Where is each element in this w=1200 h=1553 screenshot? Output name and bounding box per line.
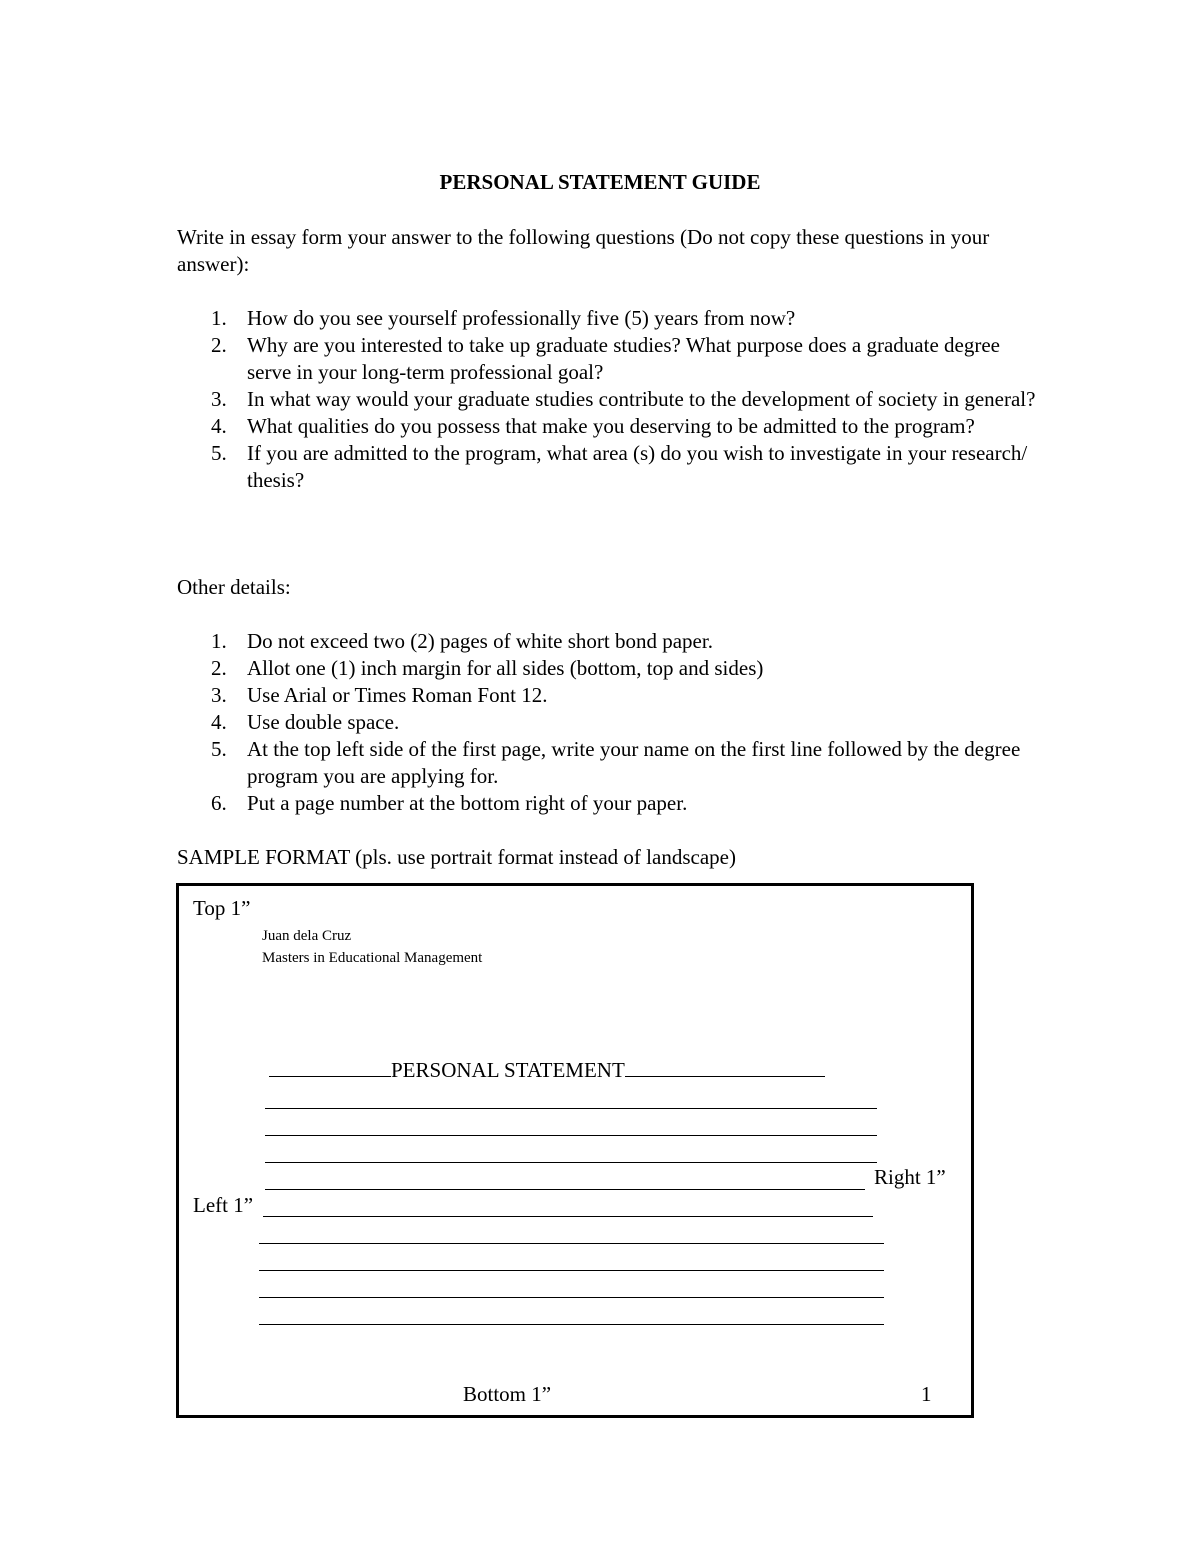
list-item: 3. In what way would your graduate studies contribute to the development of society in general? [211, 387, 1036, 411]
writing-line [259, 1243, 884, 1244]
sample-page-number: 1 [921, 1382, 932, 1406]
page-title: PERSONAL STATEMENT GUIDE [439, 170, 761, 194]
sample-name: Juan dela Cruz [262, 928, 352, 944]
questions-list [177, 305, 1037, 494]
list-item: 2. Why are you interested to take up graduate studies? What purpose does a graduate degree serve in your long-term professional goal? [211, 333, 1000, 384]
writing-line [259, 1270, 884, 1271]
list-item: 3. Use Arial or Times Roman Font 12. [211, 683, 548, 707]
details-list [177, 628, 1037, 817]
sample-format-label: SAMPLE FORMAT (pls. use portrait format instead of landscape) [177, 845, 736, 869]
sample-format-box [176, 883, 974, 1418]
list-item: 1. Do not exceed two (2) pages of white short bond paper. [211, 629, 713, 653]
list-item: 4. Use double space. [211, 710, 400, 734]
right-margin-label: Right 1” [874, 1165, 946, 1189]
writing-line [265, 1135, 877, 1136]
other-details-label: Other details: [177, 575, 291, 599]
top-margin-label: Top 1” [193, 896, 251, 920]
sample-heading: PERSONAL STATEMENT [391, 1058, 625, 1082]
list-item: 5. If you are admitted to the program, what area (s) do you wish to investigate in your research/ thesis? [211, 441, 1028, 492]
bottom-margin-label: Bottom 1” [463, 1382, 552, 1406]
list-item: 5. At the top left side of the first page, write your name on the first line followed by the degree program you are applying for. [211, 737, 1021, 788]
sample-program: Masters in Educational Management [262, 950, 483, 966]
sample-heading-line [269, 1058, 825, 1083]
list-item: 4. What qualities do you possess that make you deserving to be admitted to the program? [211, 414, 975, 438]
intro-paragraph: Write in essay form your answer to the following questions (Do not copy these questions in your answer): [177, 225, 990, 276]
writing-line [263, 1216, 873, 1217]
list-item: 6. Put a page number at the bottom right of your paper. [211, 791, 688, 815]
heading-underline-left [269, 1058, 391, 1077]
list-item: 2. Allot one (1) inch margin for all sides (bottom, top and sides) [211, 656, 764, 680]
writing-line [265, 1189, 865, 1190]
left-margin-label: Left 1” [193, 1193, 254, 1217]
writing-line [265, 1108, 877, 1109]
list-item: 1. How do you see yourself professionally five (5) years from now? [211, 306, 796, 330]
heading-underline-right [625, 1058, 825, 1077]
writing-line [259, 1324, 884, 1325]
writing-line [259, 1297, 884, 1298]
writing-line [265, 1162, 877, 1163]
